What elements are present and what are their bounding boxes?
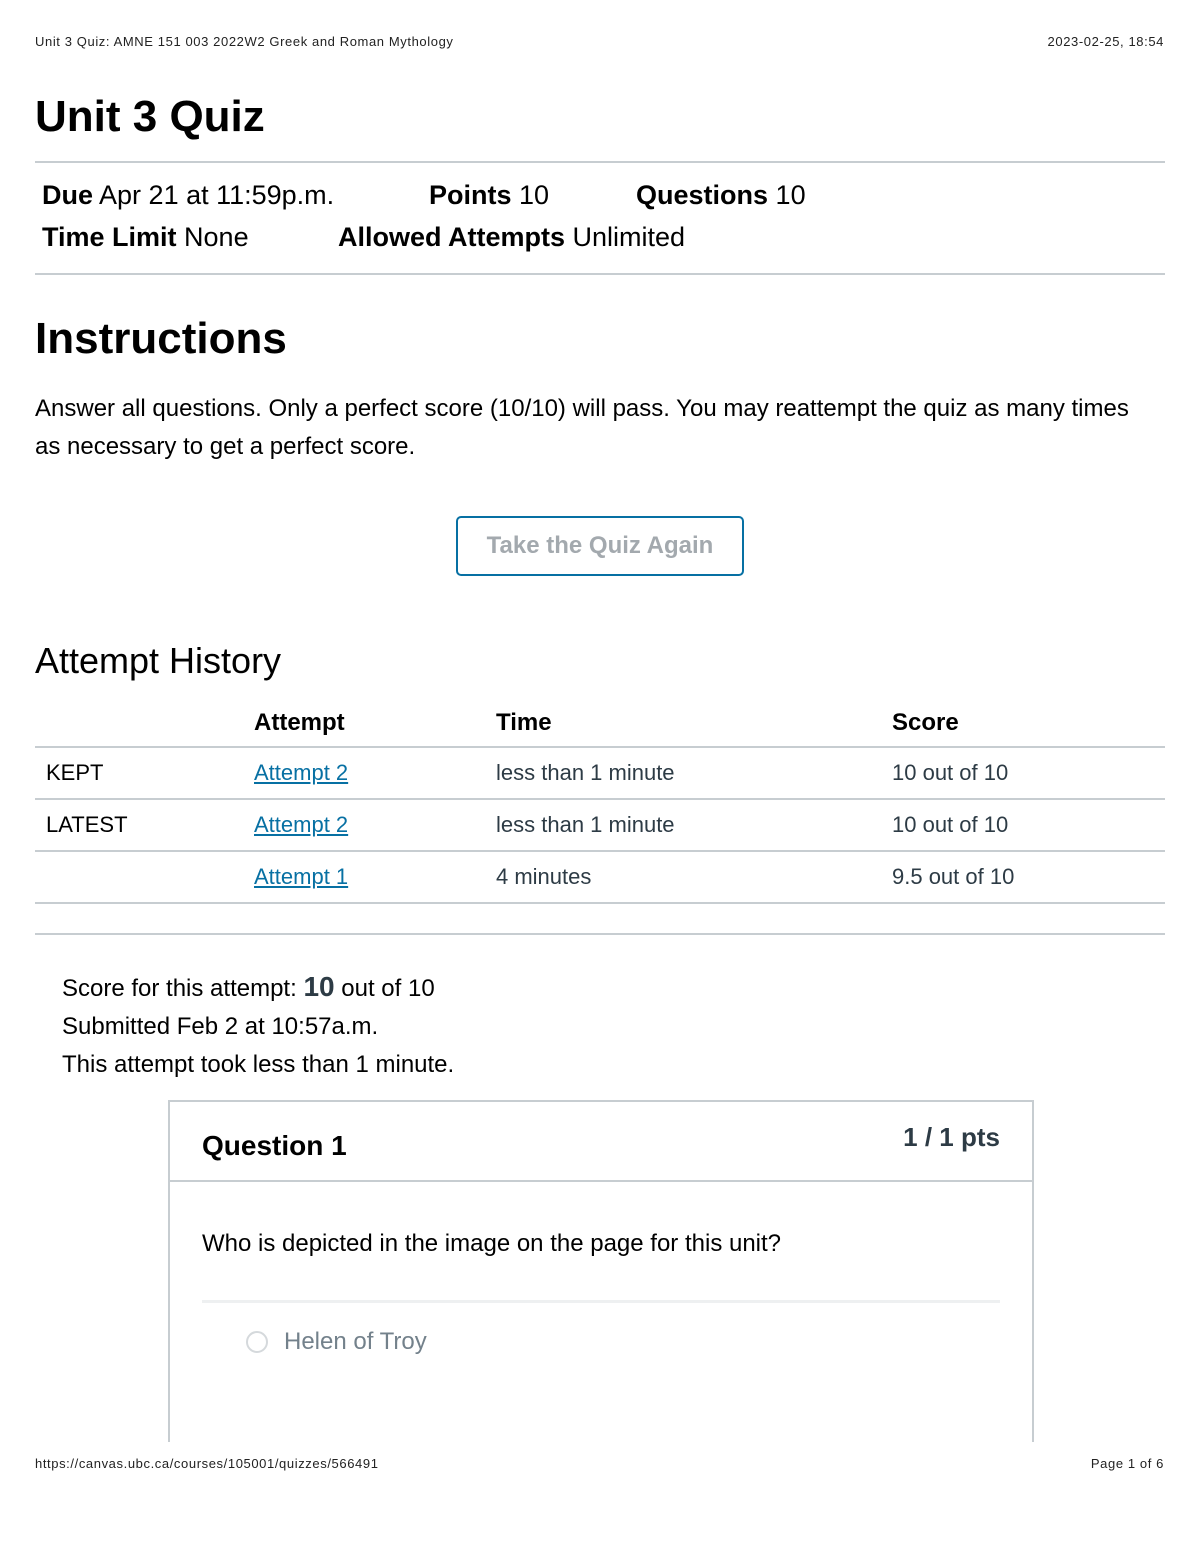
question-text: Who is depicted in the image on the page for this unit?: [202, 1230, 782, 1257]
score-prefix: Score for this attempt:: [62, 975, 304, 1002]
divider: [35, 933, 1165, 935]
due-value: Apr 21 at 11:59p.m.: [99, 180, 335, 210]
attempt-history-table: [35, 700, 1165, 904]
attempt-status-label: KEPT: [35, 747, 254, 799]
time-limit-label: Time Limit: [42, 222, 177, 252]
print-footer-page: Page 1 of 6: [1090, 1456, 1164, 1471]
answer-label: Helen of Troy: [284, 1328, 427, 1355]
take-quiz-again-button[interactable]: Take the Quiz Again: [456, 516, 744, 576]
attempts-value: Unlimited: [572, 222, 686, 252]
submitted-time: Submitted Feb 2 at 10:57a.m.: [62, 1013, 379, 1040]
question-card: [168, 1100, 1034, 1442]
attempt-score: 10 out of 10: [892, 799, 1165, 851]
attempt-summary: [62, 968, 454, 1084]
attempt-score: 10 out of 10: [892, 747, 1165, 799]
column-header-score: Score: [892, 700, 1165, 747]
column-header-attempt: Attempt: [254, 700, 496, 747]
radio-icon[interactable]: [246, 1331, 268, 1353]
table-header-row: [35, 700, 1165, 747]
table-row: [35, 851, 1165, 903]
attempt-history-title: Attempt History: [35, 640, 282, 681]
answer-option[interactable]: [246, 1328, 427, 1356]
attempt-link[interactable]: Attempt 2: [254, 760, 349, 785]
question-points: 1 / 1 pts: [903, 1122, 1000, 1152]
page-title: Unit 3 Quiz: [35, 92, 265, 141]
question-divider: [202, 1300, 1000, 1303]
attempt-time: 4 minutes: [496, 851, 892, 903]
time-limit-value: None: [184, 222, 249, 252]
quiz-time-limit: [42, 222, 249, 253]
quiz-due: [42, 180, 334, 211]
quiz-questions: [636, 180, 806, 211]
attempt-status-label: [35, 851, 254, 903]
due-label: Due: [42, 180, 94, 210]
score-suffix: out of 10: [334, 975, 435, 1002]
score-value: 10: [303, 971, 335, 1002]
divider: [35, 161, 1165, 163]
instructions-title: Instructions: [35, 314, 287, 363]
attempts-label: Allowed Attempts: [338, 222, 566, 252]
print-header-title: Unit 3 Quiz: AMNE 151 003 2022W2 Greek and Roman Mythology: [35, 34, 454, 49]
print-header-datetime: 2023-02-25, 18:54: [1047, 34, 1164, 49]
table-row: [35, 747, 1165, 799]
table-row: [35, 799, 1165, 851]
quiz-points: [429, 180, 549, 211]
column-header-label: [35, 700, 254, 747]
divider: [35, 273, 1165, 275]
points-label: Points: [429, 180, 512, 210]
attempt-score: 9.5 out of 10: [892, 851, 1165, 903]
print-footer-url: https://canvas.ubc.ca/courses/105001/quizzes/566491: [35, 1456, 379, 1471]
question-title: Question 1: [202, 1130, 347, 1161]
column-header-time: Time: [496, 700, 892, 747]
question-header: [170, 1102, 1032, 1182]
attempt-time: less than 1 minute: [496, 747, 892, 799]
questions-label: Questions: [636, 180, 769, 210]
points-value: 10: [519, 180, 550, 210]
questions-value: 10: [775, 180, 806, 210]
attempt-duration: This attempt took less than 1 minute.: [62, 1051, 455, 1078]
attempt-link[interactable]: Attempt 2: [254, 812, 349, 837]
instructions-text: Answer all questions. Only a perfect score (10/10) will pass. You may reattempt the quiz as many times as necessary to get a perfect score.: [35, 395, 1129, 460]
attempt-link[interactable]: Attempt 1: [254, 864, 349, 889]
quiz-allowed-attempts: [338, 222, 685, 253]
attempt-score-line: [62, 968, 454, 1008]
attempt-status-label: LATEST: [35, 799, 254, 851]
attempt-time: less than 1 minute: [496, 799, 892, 851]
